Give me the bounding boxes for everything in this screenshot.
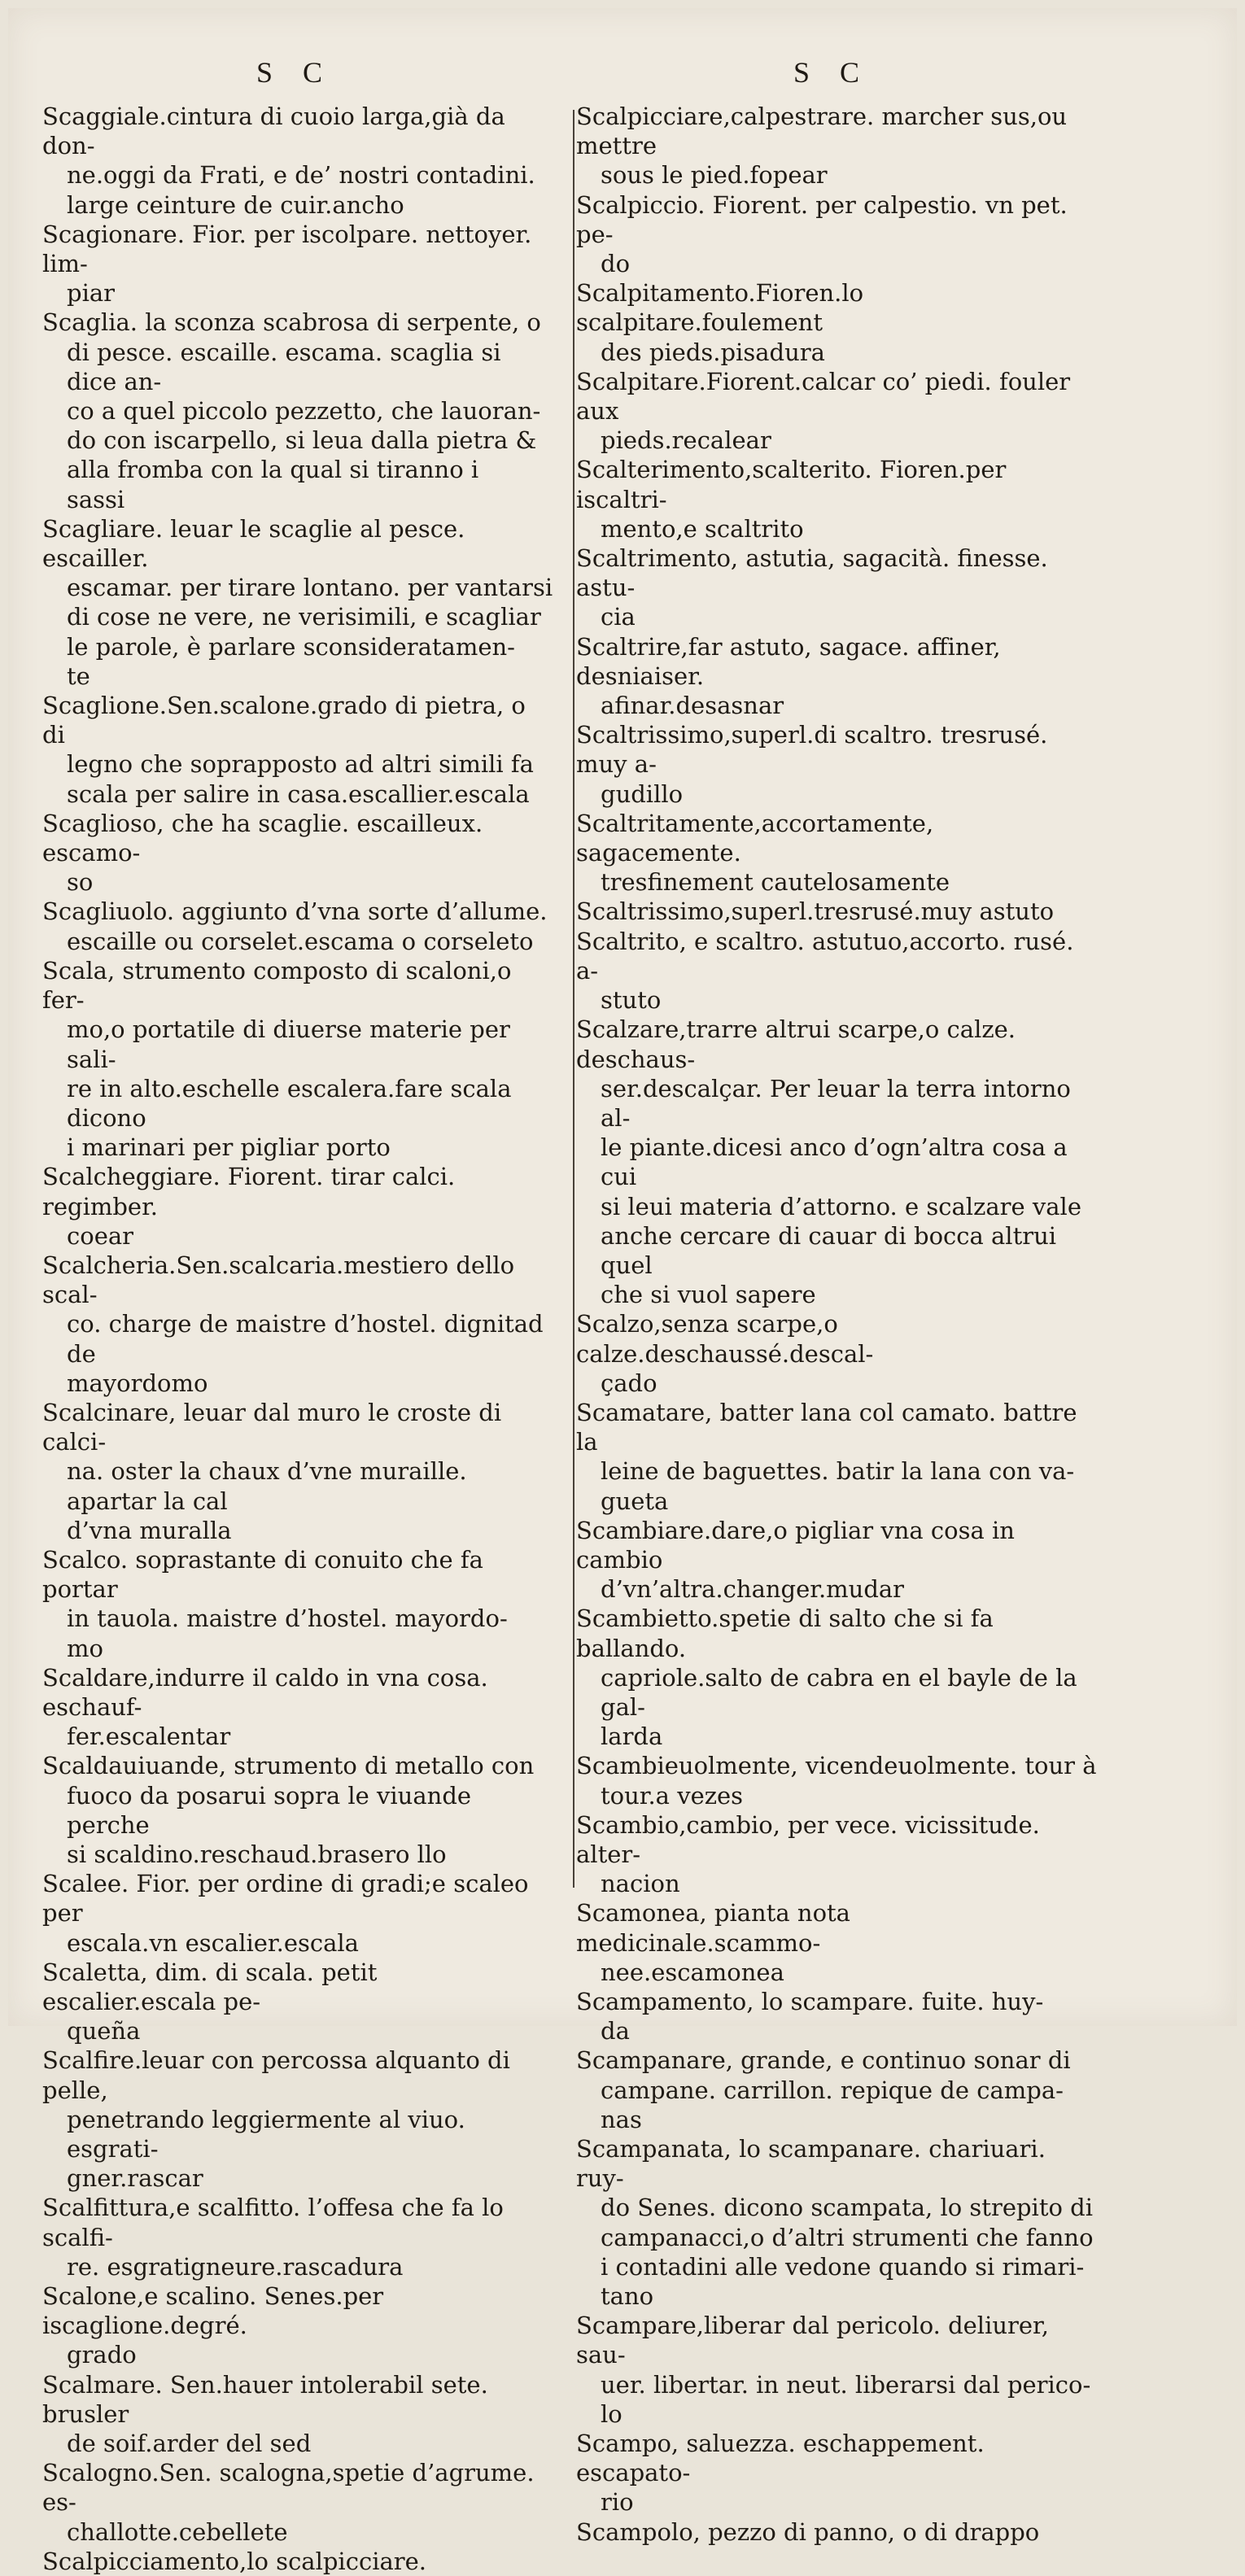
entry-headline: Scaglione.Sen.scalone.grado di pietra, o di	[42, 692, 526, 749]
entry-continuation: des pieds.pisadura	[601, 338, 825, 366]
entry-continuation: grado	[67, 2341, 137, 2369]
running-head-left: S C	[256, 56, 334, 89]
dictionary-entry	[42, 691, 555, 809]
entry-continuation: çado	[601, 1369, 657, 1397]
entry-continuation: campane. carrillon. repique de campa-	[601, 2076, 1064, 2104]
entry-continuation: challotte.cebellete	[67, 2517, 288, 2546]
entry-continuation: i contadini alle vedone quando si rimari-	[601, 2252, 1085, 2281]
entry-headline: Scambiare.dare,o pigliar vna cosa in cambio	[576, 1516, 1015, 1574]
entry-continuation: penetrando leggiermente al viuo. esgrati-	[67, 2105, 465, 2163]
entry-continuation: fuoco da posarui sopra le viuande perche	[67, 1781, 472, 1839]
dictionary-entry	[576, 897, 1097, 926]
entry-headline: Scaldauiuande, strumento di metallo con	[42, 1752, 535, 1780]
dictionary-entry	[42, 2281, 555, 2370]
entry-continuation: sous le pied.fopear	[601, 161, 828, 190]
entry-headline: Scalco. soprastante di conuito che fa portar	[42, 1545, 483, 1604]
entry-headline: Scaltrissimo,superl.di scaltro. tresrusé. muy a-	[576, 721, 1048, 779]
entry-continuation: anche cercare di cauar di bocca altrui quel	[601, 1221, 1057, 1279]
entry-continuation: d’vn’altra.changer.mudar	[601, 1575, 905, 1604]
entry-continuation: i marinari per pigliar porto	[67, 1133, 391, 1162]
entry-headline: Scampanata, lo scampanare. chariuari. ruy-	[576, 2135, 1046, 2193]
entry-continuation: escamar. per tirare lontano. per vantarsi	[67, 574, 553, 602]
entry-headline: Scaglioso, che ha scaglie. escailleux. escamo-	[42, 809, 483, 867]
entry-headline: Scaletta, dim. di scala. petit escalier.escala pe-	[42, 1958, 378, 2015]
dictionary-entry	[576, 1309, 1097, 1398]
entry-continuation: legno che soprapposto ad altri simili fa	[67, 750, 534, 779]
dictionary-entry	[576, 367, 1097, 456]
dictionary-entry	[42, 102, 555, 220]
dictionary-entry	[42, 956, 555, 1162]
dictionary-entry	[576, 544, 1097, 632]
dictionary-entry	[42, 1958, 555, 2046]
dictionary-entry	[576, 2429, 1097, 2517]
dictionary-entry	[42, 1545, 555, 1663]
dictionary-entry	[576, 2517, 1097, 2547]
entry-headline: Scalfire.leuar con percossa alquanto di pelle,	[42, 2046, 510, 2104]
entry-headline: Scalee. Fior. per ordine di gradi;e scaleo per	[42, 1870, 529, 1928]
entry-headline: Scaltrire,far astuto, sagace. affiner, desniaiser.	[576, 632, 1001, 690]
left-column	[42, 102, 555, 2576]
entry-continuation: mo,o portatile di diuerse materie per sali-	[67, 1015, 510, 1073]
dictionary-entry	[42, 2458, 555, 2547]
entry-continuation: che si vuol sapere	[601, 1281, 816, 1309]
dictionary-entry	[576, 1398, 1097, 1516]
dictionary-entry	[576, 455, 1097, 544]
entry-continuation: te	[67, 661, 90, 690]
entry-headline: Scampare,liberar dal pericolo. deliurer, sau-	[576, 2312, 1049, 2369]
entry-continuation: mo	[67, 1634, 103, 1662]
entry-continuation: si scaldino.reschaud.brasero llo	[67, 1840, 447, 1868]
dictionary-entry	[42, 514, 555, 691]
entry-headline: Scalmare. Sen.hauer intolerabil sete. brusler	[42, 2370, 488, 2428]
dictionary-page	[8, 8, 1237, 2575]
entry-continuation: d’vna muralla	[67, 1516, 232, 1544]
entry-continuation: larda	[601, 1722, 663, 1751]
dictionary-entry	[576, 1987, 1097, 2046]
entry-continuation: do Senes. dicono scampata, lo strepito di	[601, 2194, 1093, 2222]
entry-continuation: pieds.recalear	[601, 426, 771, 455]
entry-headline: Scagliare. leuar le scaglie al pesce. escailler.	[42, 514, 465, 573]
entry-continuation: le parole, è parlare sconsideratamen-	[67, 632, 515, 661]
entry-continuation: tano	[601, 2282, 654, 2311]
dictionary-entry	[576, 927, 1097, 1015]
dictionary-entry	[576, 809, 1097, 897]
dictionary-entry	[576, 1751, 1097, 1810]
dictionary-entry	[42, 809, 555, 897]
entry-headline: Scaltrissimo,superl.tresrusé.muy astuto	[576, 897, 1055, 926]
dictionary-entry	[576, 720, 1097, 809]
entry-continuation: gner.rascar	[67, 2164, 203, 2193]
entry-headline: Scamatare, batter lana col camato. battre la	[576, 1398, 1077, 1456]
entry-headline: Scagliuolo. aggiunto d’vna sorte d’allume.	[42, 897, 548, 926]
dictionary-entry	[576, 632, 1097, 721]
entry-continuation: nacion	[601, 1870, 680, 1898]
entry-headline: Scaggiale.cintura di cuoio larga,già da don-	[42, 103, 505, 160]
entry-continuation: alla fromba con la qual si tiranno i	[67, 456, 479, 484]
dictionary-entry	[576, 1810, 1097, 1899]
entry-continuation: mento,e scaltrito	[601, 514, 804, 543]
entry-headline: Scaglia. la sconza scabrosa di serpente, o	[42, 308, 541, 337]
entry-continuation: do con iscarpello, si leua dalla pietra &	[67, 426, 537, 455]
entry-continuation: gueta	[601, 1487, 669, 1515]
entry-headline: Scalcinare, leuar dal muro le croste di calci-	[42, 1398, 502, 1456]
entry-continuation: nas	[601, 2105, 642, 2133]
entry-headline: Scalone,e scalino. Senes.per iscaglione.degré.	[42, 2282, 384, 2340]
entry-continuation: large ceinture de cuir.ancho	[67, 190, 404, 219]
entry-headline: Scampamento, lo scampare. fuite. huy-	[576, 1988, 1044, 2015]
entry-continuation: co a quel piccolo pezzetto, che lauoran-	[67, 397, 541, 426]
entry-headline: Scaldare,indurre il caldo in vna cosa. eschauf-	[42, 1663, 488, 1721]
entry-continuation: de soif.arder del sed	[67, 2430, 312, 2458]
dictionary-entry	[42, 1663, 555, 1752]
entry-headline: Scalpiccio. Fiorent. per calpestio. vn pet. pe-	[576, 190, 1068, 248]
entry-continuation: do	[601, 250, 631, 278]
entry-headline: Scalterimento,scalterito. Fioren.per iscaltri-	[576, 456, 1007, 513]
dictionary-entry	[42, 2547, 555, 2576]
dictionary-entry	[576, 190, 1097, 279]
entry-continuation: queña	[67, 2017, 141, 2046]
dictionary-entry	[42, 1162, 555, 1251]
entry-continuation: gudillo	[601, 779, 684, 808]
entry-continuation: lo	[601, 2399, 622, 2428]
entry-continuation: na. oster la chaux d’vne muraille. apartar la cal	[67, 1457, 467, 1515]
entry-headline: Scalpitamento.Fioren.lo scalpitare.foulement	[576, 279, 864, 337]
entry-continuation: capriole.salto de cabra en el bayle de la gal-	[601, 1663, 1077, 1721]
dictionary-entry	[576, 278, 1097, 367]
entry-continuation: di pesce. escaille. escama. scaglia si dice an-	[67, 338, 501, 395]
dictionary-entry	[576, 2311, 1097, 2429]
entry-headline: Scambieuolmente, vicendeuolmente. tour à	[576, 1752, 1097, 1780]
entry-headline: Scalpicciamento,lo scalpicciare.	[42, 2547, 427, 2575]
entry-continuation: mayordomo	[67, 1369, 208, 1397]
entry-continuation: campanacci,o d’altri strumenti che fanno	[601, 2223, 1094, 2251]
entry-continuation: tresfinement cautelosamente	[601, 868, 950, 897]
entry-continuation: rio	[601, 2488, 634, 2517]
entry-continuation: co. charge de maistre d’hostel. dignitad de	[67, 1310, 544, 1368]
dictionary-entry	[42, 2370, 555, 2459]
entry-headline: Scambio,cambio, per vece. vicissitude. alter-	[576, 1810, 1040, 1868]
entry-headline: Scaltrimento, astutia, sagacità. finesse. astu-	[576, 544, 1048, 602]
dictionary-entry	[576, 1604, 1097, 1751]
entry-headline: Scampanare, grande, e continuo sonar di	[576, 2046, 1071, 2075]
dictionary-entry	[42, 1251, 555, 1398]
entry-continuation: sassi	[67, 485, 125, 513]
dictionary-entry	[42, 220, 555, 308]
entry-continuation: cia	[601, 603, 636, 631]
entry-headline: Scalpicciare,calpestrare. marcher sus,ou mettre	[576, 103, 1068, 160]
dictionary-entry	[42, 1869, 555, 1958]
entry-continuation: da	[601, 2017, 630, 2046]
entry-headline: Scaltrito, e scaltro. astutuo,accorto. rusé. a-	[576, 927, 1074, 985]
dictionary-entry	[576, 102, 1097, 190]
dictionary-entry	[576, 2046, 1097, 2134]
entry-continuation: leine de baguettes. batir la lana con va-	[601, 1457, 1075, 1486]
entry-headline: Scala, strumento composto di scaloni,o fer-	[42, 956, 512, 1015]
entry-continuation: fer.escalentar	[67, 1722, 231, 1751]
entry-headline: Scamonea, pianta nota medicinale.scammo-	[576, 1899, 850, 1957]
entry-headline: Scambietto.spetie di salto che si fa ballando.	[576, 1605, 994, 1662]
entry-continuation: escala.vn escalier.escala	[67, 1928, 359, 1957]
dictionary-entry	[576, 1015, 1097, 1309]
entry-headline: Scampolo, pezzo di panno, o di drappo	[576, 2517, 1040, 2546]
entry-continuation: afinar.desasnar	[601, 692, 784, 720]
dictionary-entry	[42, 308, 555, 513]
dictionary-entry	[42, 897, 555, 955]
entry-headline: Scalcheggiare. Fiorent. tirar calci. regimber.	[42, 1163, 456, 1220]
right-column	[576, 102, 1097, 2547]
dictionary-entry	[576, 1898, 1097, 1987]
entry-continuation: ne.oggi da Frati, e de’ nostri contadini.	[67, 161, 535, 190]
entry-continuation: scala per salire in casa.escallier.escala	[67, 779, 530, 808]
entry-continuation: le piante.dicesi anco d’ogn’altra cosa a cui	[601, 1133, 1068, 1191]
entry-headline: Scalzo,senza scarpe,o calze.deschaussé.descal-	[576, 1310, 874, 1368]
entry-continuation: re. esgratigneure.rascadura	[67, 2252, 404, 2281]
dictionary-entry	[42, 2046, 555, 2193]
dictionary-entry	[576, 1516, 1097, 1605]
entry-headline: Scagionare. Fior. per iscolpare. nettoyer. lim-	[42, 220, 532, 278]
entry-continuation: escaille ou corselet.escama o corseleto	[67, 927, 534, 955]
entry-continuation: uer. libertar. in neut. liberarsi dal perico-	[601, 2370, 1091, 2399]
entry-continuation: coear	[67, 1221, 134, 1250]
dictionary-entry	[576, 2134, 1097, 2311]
entry-continuation: piar	[67, 279, 115, 308]
entry-headline: Scalcheria.Sen.scalcaria.mestiero dello scal-	[42, 1251, 515, 1309]
entry-continuation: ser.descalçar. Per leuar la terra intorno al-	[601, 1074, 1071, 1132]
entry-continuation: so	[67, 868, 94, 897]
entry-headline: Scaltritamente,accortamente, sagacemente.	[576, 809, 934, 867]
dictionary-entry	[42, 2193, 555, 2281]
dictionary-entry	[42, 1751, 555, 1869]
running-head-right: S C	[793, 56, 872, 89]
dictionary-entry	[42, 1398, 555, 1545]
entry-headline: Scalfittura,e scalfitto. l’offesa che fa lo scalfi-	[42, 2194, 504, 2251]
entry-headline: Scalzare,trarre altrui scarpe,o calze. deschaus-	[576, 1015, 1016, 1073]
entry-continuation: si leui materia d’attorno. e scalzare vale	[601, 1192, 1081, 1220]
entry-continuation: re in alto.eschelle escalera.fare scala dicono	[67, 1074, 512, 1132]
entry-continuation: tour.a vezes	[601, 1781, 744, 1810]
entry-continuation: in tauola. maistre d’hostel. mayordo-	[67, 1605, 508, 1633]
entry-headline: Scalogno.Sen. scalogna,spetie d’agrume. es-	[42, 2459, 535, 2517]
entry-continuation: stuto	[601, 986, 662, 1015]
entry-headline: Scampo, saluezza. eschappement. escapato-	[576, 2430, 985, 2487]
entry-headline: Scalpitare.Fiorent.calcar co’ piedi. fouler aux	[576, 367, 1071, 426]
column-rule	[573, 110, 574, 1888]
entry-continuation: nee.escamonea	[601, 1958, 784, 1986]
entry-continuation: di cose ne vere, ne verisimili, e scagliar	[67, 603, 541, 631]
